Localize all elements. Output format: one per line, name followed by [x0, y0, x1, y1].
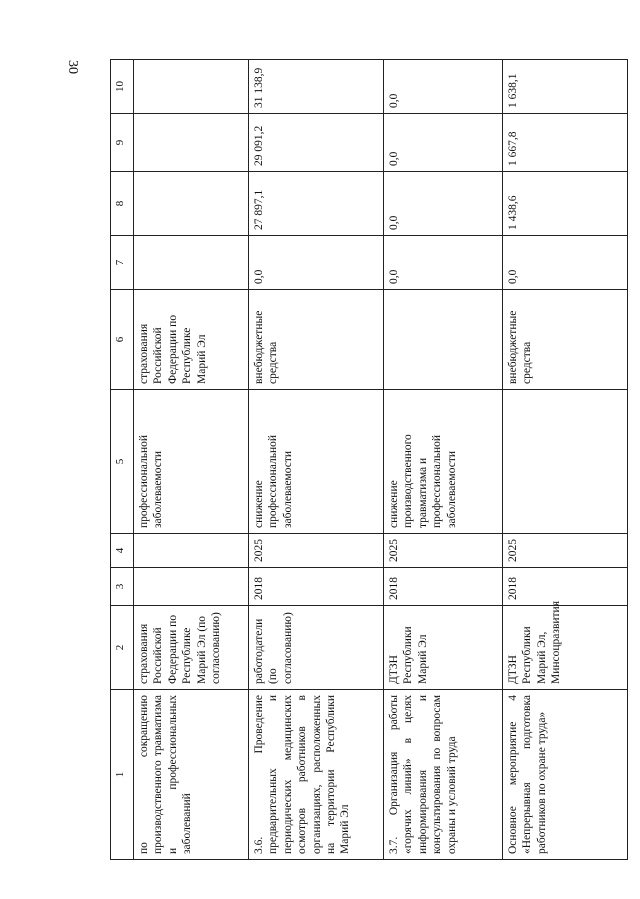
responsible-cell: ДТЗН Республики Марий Эл, Минсоцразвития: [503, 606, 628, 690]
measure-name-cell: 3.6. Проведение предварительных и периодических медицинских осмотров работников в организациях, расположенных на территории Республики Марий Эл: [249, 690, 384, 860]
column-header: 5: [111, 390, 134, 534]
measure-name-cell: по сокращению производственного травматизма и профессиональных заболеваний: [134, 690, 249, 860]
funding-source-cell: внебюджетные средства: [503, 290, 628, 390]
program-table: [110, 59, 628, 860]
result-cell: профессиональной заболеваемости: [134, 390, 249, 534]
value-cell: 1 667,8: [503, 114, 628, 172]
value-cell: 1 638,1: [503, 60, 628, 114]
value-cell: 27 897,1: [249, 172, 384, 236]
value-cell: 0,0: [249, 236, 384, 290]
start-year-cell: 2018: [503, 568, 628, 606]
value-cell: 31 138,9: [249, 60, 384, 114]
responsible-cell: ДТЗН Республики Марий Эл: [384, 606, 503, 690]
value-cell: 0,0: [503, 236, 628, 290]
value-cell: [134, 236, 249, 290]
measure-name-cell: Основное мероприятие 4 «Непрерывная подготовка работников по охране труда»: [503, 690, 628, 860]
start-year-cell: [134, 568, 249, 606]
column-header: 9: [111, 114, 134, 172]
result-cell: снижение производственного травматизма и профессиональной заболеваемости: [384, 390, 503, 534]
rotated-table-wrapper: [110, 60, 630, 860]
column-header: 10: [111, 60, 134, 114]
funding-source-cell: [384, 290, 503, 390]
table-row: [249, 60, 384, 860]
value-cell: 1 438,6: [503, 172, 628, 236]
table-row: [384, 60, 503, 860]
funding-source-cell: внебюджетные средства: [249, 290, 384, 390]
column-header: 7: [111, 236, 134, 290]
funding-source-cell: страхования Российской Федерации по Республике Марий Эл: [134, 290, 249, 390]
value-cell: 29 091,2: [249, 114, 384, 172]
page-number: 30: [65, 60, 80, 74]
column-header: 1: [111, 690, 134, 860]
column-header: 8: [111, 172, 134, 236]
responsible-cell: страхования Российской Федерации по Республике Марий Эл (по согласованию): [134, 606, 249, 690]
value-cell: [134, 60, 249, 114]
value-cell: 0,0: [384, 236, 503, 290]
header-row: [111, 60, 134, 860]
result-cell: снижение профессиональной заболеваемости: [249, 390, 384, 534]
value-cell: [134, 172, 249, 236]
start-year-cell: 2018: [249, 568, 384, 606]
value-cell: 0,0: [384, 172, 503, 236]
end-year-cell: [134, 534, 249, 568]
end-year-cell: 2025: [503, 534, 628, 568]
value-cell: 0,0: [384, 60, 503, 114]
value-cell: [134, 114, 249, 172]
result-cell: [503, 390, 628, 534]
start-year-cell: 2018: [384, 568, 503, 606]
table-row: [134, 60, 249, 860]
measure-name-cell: 3.7. Организация работы «горячих линий» в целях информирования и консультирования по вопросам охраны и условий труда: [384, 690, 503, 860]
table-row: [503, 60, 628, 860]
responsible-cell: работодатели (по согласованию): [249, 606, 384, 690]
column-header: 4: [111, 534, 134, 568]
end-year-cell: 2025: [384, 534, 503, 568]
column-header: 3: [111, 568, 134, 606]
value-cell: 0,0: [384, 114, 503, 172]
end-year-cell: 2025: [249, 534, 384, 568]
column-header: 6: [111, 290, 134, 390]
column-header: 2: [111, 606, 134, 690]
